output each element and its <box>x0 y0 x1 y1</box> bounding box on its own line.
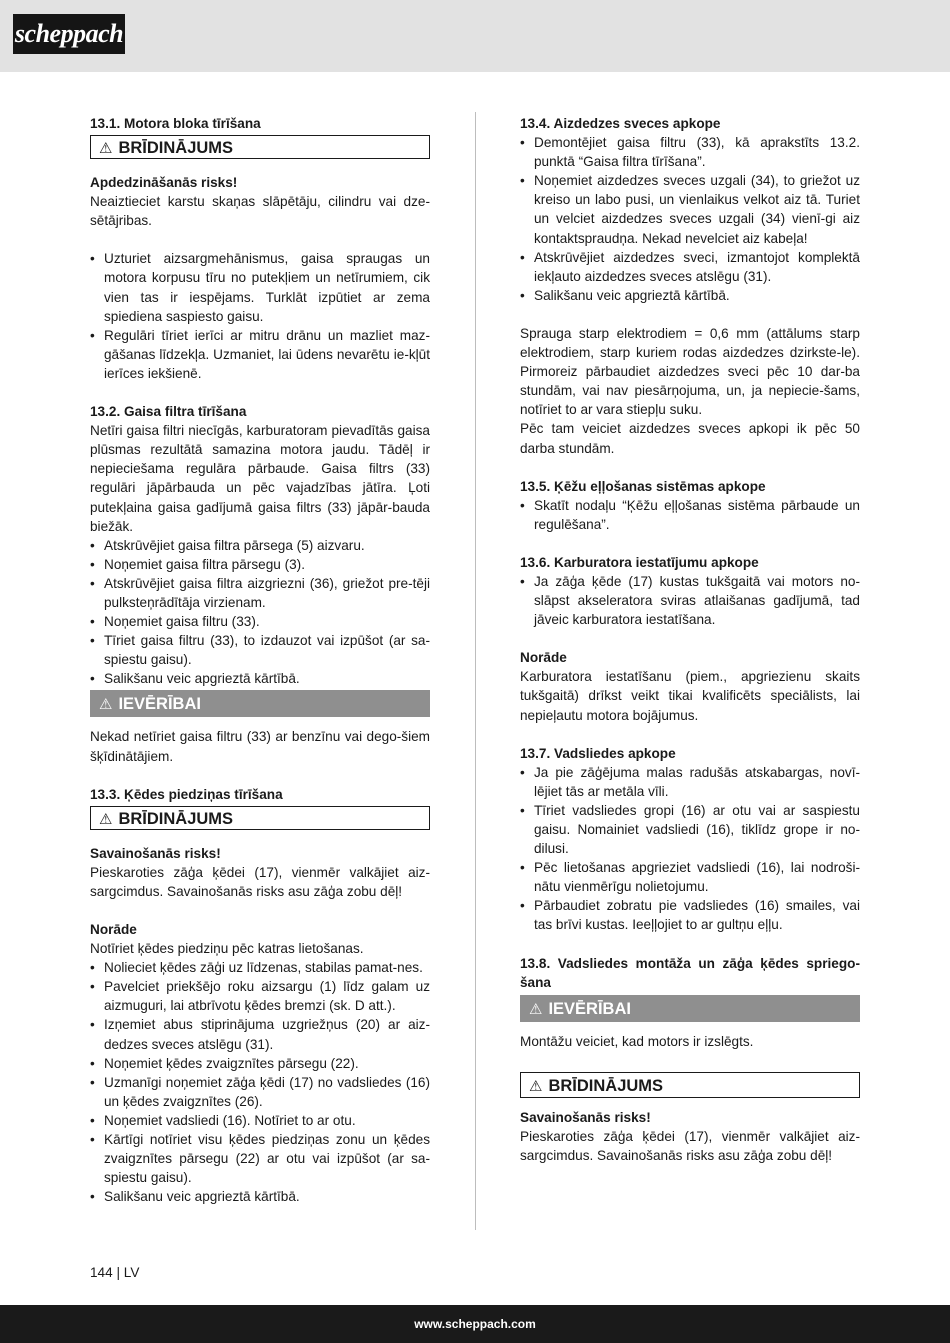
section-13-2-text: Netīri gaisa filtri niecīgās, karburatoram pievadītās gaisa plūsmas rezultātā samazina motora jaudu. Tādēļ ir nepieciešama regulāra pārbaude. Gaisa filtrs (33) regulāri jāpārbauda un pēc vajadzības jātīra. Ļoti putekļaina gaisa gadījumā gaisa filtrs (33) jāpār-bauda biežāk. <box>90 423 430 534</box>
note-text: Notīriet ķēdes piedziņu pēc katras lietošanas. <box>90 941 364 957</box>
warning-label: BRĪDINĀJUMS <box>118 809 234 828</box>
note-text: Karburatora iestatīšanu (piem., apgriezienu skaits tukšgaitā) drīkst veikt tikai kvalificēts speciālists, lai nepieļautu motora bojājumus. <box>520 669 860 723</box>
page-number: 144 | LV <box>90 1265 140 1280</box>
list-item: • Izņemiet abus stiprinājuma uzgriežņus (20) ar aiz-dedzes sveces atslēgu (31). <box>90 1015 430 1053</box>
section-13-7-list <box>520 763 860 935</box>
section-13-5-list <box>520 496 860 534</box>
warning-label: BRĪDINĀJUMS <box>118 139 234 158</box>
list-item: • Noņemiet gaisa filtru (33). <box>90 612 430 631</box>
list-item: • Ja pie zāģējuma malas radušās atskabargas, novī-lējiet tās ar metāla vīli. <box>520 763 860 801</box>
list-item: • Nolieciet ķēdes zāģi uz līdzenas, stabilas pamat-nes. <box>90 958 430 977</box>
risk-title: Savainošanās risks! <box>90 845 221 861</box>
warning-icon: ⚠ <box>99 810 113 828</box>
column-divider <box>475 112 476 1230</box>
section-13-4-title: 13.4. Aizdedzes sveces apkope <box>520 116 721 131</box>
section-13-1-list <box>90 249 430 383</box>
section-13-4-list <box>520 133 860 305</box>
list-item: • Salikšanu veic apgrieztā kārtībā. <box>90 669 430 688</box>
list-item: • Salikšanu veic apgrieztā kārtībā. <box>520 286 860 305</box>
notice-label: IEVĒRĪBAI <box>548 999 631 1018</box>
risk-text: Neaiztieciet karstu skaņas slāpētāju, cilindru vai dze-sētājribas. <box>90 194 430 229</box>
list-item: • Atskrūvējiet gaisa filtra pārsega (5) aizvaru. <box>90 536 430 555</box>
warning-box <box>90 135 430 159</box>
list-item: • Noņemiet gaisa filtra pārsegu (3). <box>90 555 430 574</box>
warning-label: BRĪDINĀJUMS <box>548 1076 664 1095</box>
warning-box <box>90 806 430 830</box>
risk-text: Pieskaroties zāģa ķēdei (17), vienmēr valkājiet aiz-sargcimdus. Savainošanās risks asu zāģa zobu dēļ! <box>520 1128 860 1164</box>
risk-text: Pieskaroties zāģa ķēdei (17), vienmēr valkājiet aiz-sargcimdus. Savainošanās risks asu zāģa zobu dēļ! <box>90 864 430 899</box>
note-title: Norāde <box>520 650 567 666</box>
risk-title: Savainošanās risks! <box>520 1109 651 1125</box>
list-item: • Pārbaudiet zobratu pie vadsliedes (16) smailes, vai tas brīvi kustas. Ieeļļojiet to ar gultņu eļļu. <box>520 896 860 934</box>
section-13-6-list <box>520 572 860 629</box>
notice-text: Montāžu veiciet, kad motors ir izslēgts. <box>520 1033 754 1049</box>
section-13-3-list <box>90 958 430 1206</box>
list-item: • Tīriet gaisa filtru (33), to izdauzot vai izpūšot (ar sa-spiestu gaisu). <box>90 631 430 669</box>
risk-title: Apdedzināšanās risks! <box>90 175 238 191</box>
section-13-2-title: 13.2. Gaisa filtra tīrīšana <box>90 404 247 420</box>
warning-icon: ⚠ <box>529 1000 543 1018</box>
list-item: • Pavelciet priekšējo roku aizsargu (1) līdz galam uz aizmuguri, lai atbrīvotu ķēdes bremzi (sk. D att.). <box>90 977 430 1015</box>
list-item: • Pēc lietošanas apgrieziet vadsliedi (16), lai nodroši-nātu vienmērīgu nolietojumu. <box>520 858 860 896</box>
list-item: • Ja zāģa ķēde (17) kustas tukšgaitā vai motors no-slāpst akseleratora sviras atlaišanas gadījumā, tad jāveic karburatora iestatīšana. <box>520 572 860 629</box>
notice-box <box>90 690 430 717</box>
warning-box <box>520 1072 860 1098</box>
list-item: • Noņemiet aizdedzes sveces uzgali (34), to griežot uz kreiso un labo pusi, un vienlaikus velkot aiz tā. Turiet un velciet aizdedzes sveces uzgali (34) vienī-gi aiz kontaktspraudņa. Nekad nevelciet aiz kabeļa! <box>520 171 860 247</box>
section-13-4-text-2: Pēc tam veiciet aizdedzes sveces apkopi ik pēc 50 darba stundām. <box>520 421 860 456</box>
footer-bar <box>0 1305 950 1343</box>
list-item: • Uzmanīgi noņemiet zāģa ķēdi (17) no vadsliedes (16) un ķēdes zvaigznītes (26). <box>90 1073 430 1111</box>
left-column <box>90 114 430 1206</box>
warning-icon: ⚠ <box>99 696 113 714</box>
warning-icon: ⚠ <box>99 140 113 158</box>
note-title: Norāde <box>90 922 137 937</box>
list-item: • Demontējiet gaisa filtru (33), kā aprakstīts 13.2. punktā “Gaisa filtra tīrīšana”. <box>520 133 860 171</box>
list-item: • Atskrūvējiet gaisa filtra aizgriezni (36), griežot pre-tēji pulksteņrādītāja virzienam. <box>90 574 430 612</box>
notice-label: IEVĒRĪBAI <box>118 695 201 714</box>
section-13-3-title: 13.3. Ķēdes piedziņas tīrīšana <box>90 786 283 802</box>
list-item: • Noņemiet ķēdes zvaigznītes pārsegu (22). <box>90 1054 430 1073</box>
page-header <box>0 0 950 72</box>
section-13-8-title: 13.8. Vadsliedes montāža un zāģa ķēdes spriego-šana <box>520 955 860 990</box>
scheppach-logo: scheppach <box>13 14 125 54</box>
list-item: • Skatīt nodaļu “Ķēžu eļļošanas sistēma pārbaude un regulēšana”. <box>520 496 860 534</box>
section-13-2-list <box>90 536 430 689</box>
section-13-7-title: 13.7. Vadsliedes apkope <box>520 745 676 761</box>
section-13-5-title: 13.5. Ķēžu eļļošanas sistēmas apkope <box>520 478 766 494</box>
list-item: • Noņemiet vadsliedi (16). Notīriet to ar otu. <box>90 1111 430 1130</box>
section-13-1-title: 13.1. Motora bloka tīrīšana <box>90 116 261 131</box>
list-item: • Regulāri tīriet ierīci ar mitru drānu un mazliet maz-gāšanas līdzekļa. Uzmaniet, lai ūdens nevarētu ie-kļūt ierīces iekšienē. <box>90 326 430 383</box>
list-item: • Atskrūvējiet aizdedzes sveci, izmantojot komplektā iekļauto aizdedzes sveces atslēgu (31). <box>520 248 860 286</box>
list-item: • Kārtīgi notīriet visu ķēdes piedziņas zonu un ķēdes zvaigznītes pārsegu (22) ar otu vai izpūšot (ar sa-spiestu gaisu). <box>90 1130 430 1187</box>
notice-text: Nekad netīriet gaisa filtru (33) ar benzīnu vai dego-šiem šķīdinātājiem. <box>90 729 430 764</box>
notice-box <box>520 995 860 1022</box>
list-item: • Salikšanu veic apgrieztā kārtībā. <box>90 1187 430 1206</box>
warning-icon: ⚠ <box>529 1077 543 1095</box>
list-item: • Tīriet vadsliedes gropi (16) ar otu vai ar saspiestu gaisu. Nomainiet vadsliedi (16), tiklīdz grope ir no-dilusi. <box>520 801 860 858</box>
section-13-6-title: 13.6. Karburatora iestatījumu apkope <box>520 554 759 570</box>
section-13-4-text: Sprauga starp elektrodiem = 0,6 mm (attālums starp elektrodiem, starp kuriem rodas aizdedzes dzirkste-le). Pirmoreiz pārbaudiet aizdedzes sveci pēc 10 dar-ba stundām, vai nav piesārņojuma, un, ja nepiecie-šams, notīriet to ar vara stiepļu suku. <box>520 325 860 418</box>
list-item: • Uzturiet aizsargmehānismus, gaisa spraugas un motora korpusu tīru no putekļiem un netīrumiem, cik vien tas ir iespējams. Turklāt izpūtiet ar zema spiediena saspiesto gaisu. <box>90 249 430 325</box>
right-column <box>520 114 860 1165</box>
website-link[interactable]: www.scheppach.com <box>414 1317 536 1331</box>
